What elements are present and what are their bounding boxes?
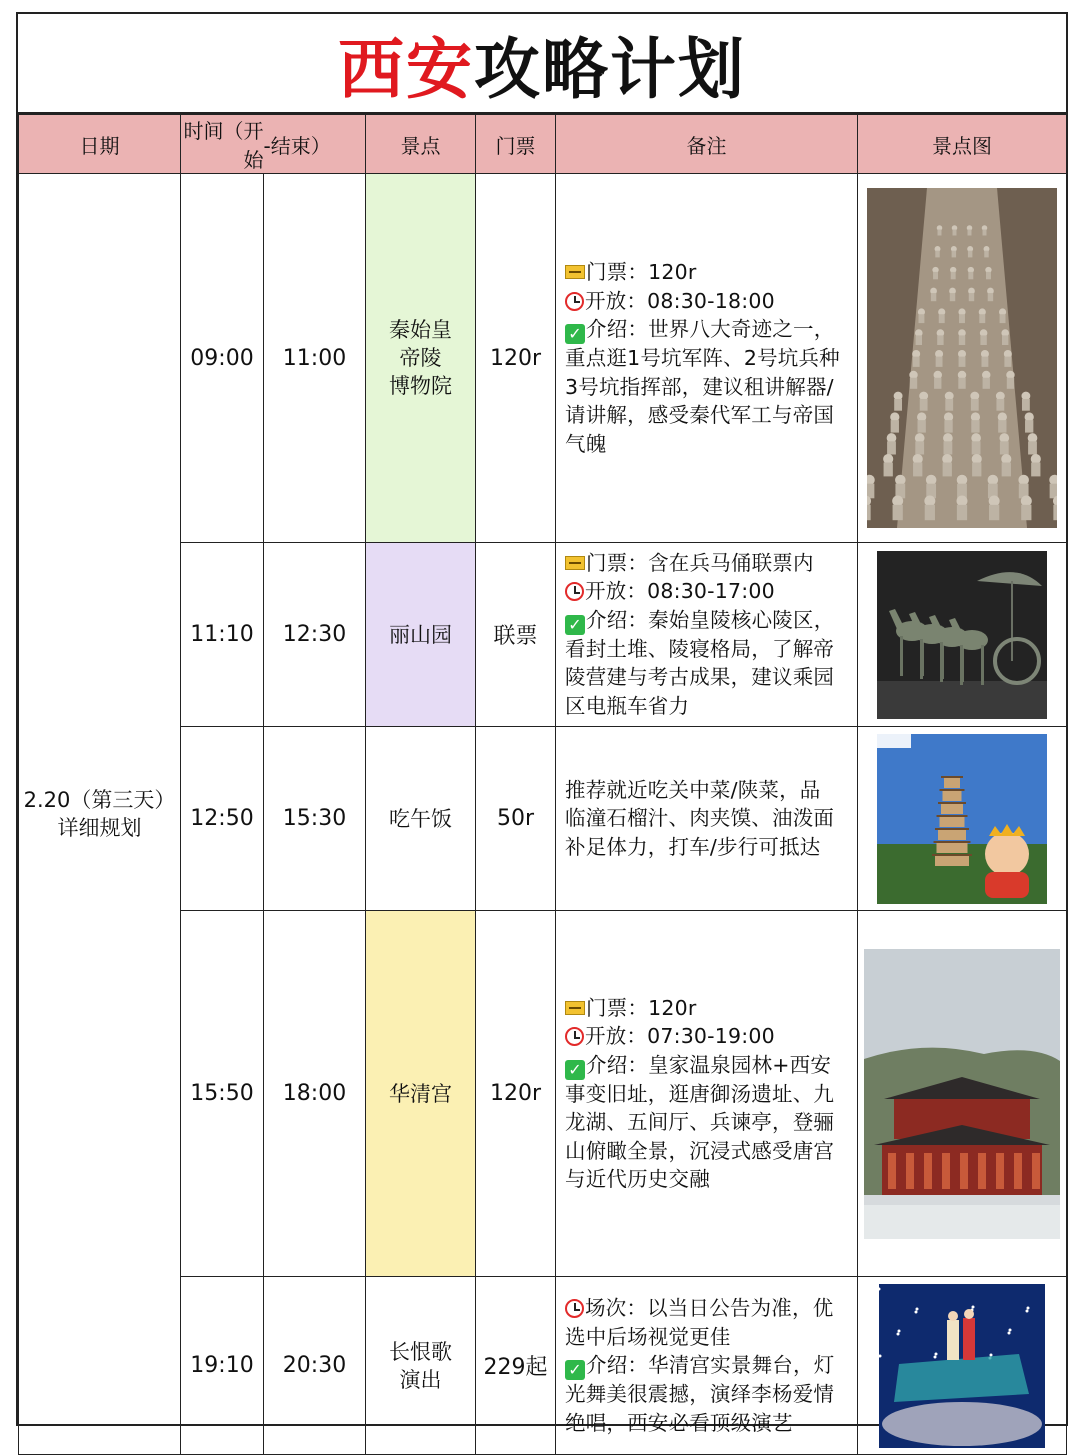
- header-note: 备注: [556, 115, 858, 174]
- note-text: 选中后场视觉更佳: [565, 1324, 731, 1349]
- note-cell: [556, 1277, 858, 1455]
- note-line: [565, 1080, 851, 1109]
- ticket-icon: [565, 1001, 585, 1015]
- note-text: 山俯瞰全景，沉浸式感受唐宫: [565, 1138, 835, 1163]
- end-time: 15:30: [264, 727, 366, 911]
- note-line: [565, 606, 851, 635]
- note-line: [565, 776, 851, 805]
- note-line: [565, 1351, 851, 1380]
- end-time: 12:30: [264, 543, 366, 727]
- note-text: 事变旧址，逛唐御汤遗址、九: [565, 1081, 835, 1106]
- note-text: 介绍：华清宫实景舞台，灯: [586, 1353, 835, 1377]
- alarm-clock-icon: [565, 1299, 584, 1318]
- note-text: 开放：08:30-18:00: [585, 288, 775, 313]
- note-cell: [556, 911, 858, 1277]
- note-text: 介绍：皇家温泉园林+西安: [586, 1052, 832, 1077]
- note-line: [565, 692, 851, 721]
- note-text: 请讲解，感受秦代军工与帝国: [565, 403, 835, 427]
- alarm-clock-icon: [565, 582, 584, 601]
- note-line: [565, 1294, 851, 1323]
- site-image-cell: [858, 727, 1067, 911]
- note-text: 看封土堆、陵寝格局，了解帝: [565, 636, 835, 661]
- site-name-line: 演出: [399, 1367, 442, 1392]
- note-line: [565, 1022, 851, 1051]
- date-label: 2.20（第三天）: [23, 788, 176, 812]
- bronze-chariot-photo: [877, 551, 1047, 719]
- note-line: [565, 287, 851, 316]
- note-line: [565, 1409, 851, 1438]
- date-cell: [19, 174, 181, 1455]
- table-row: [19, 174, 1067, 543]
- note-text: 陵营建与考古成果，建议乘园: [565, 665, 835, 690]
- check-mark-icon: ✓: [565, 1060, 585, 1080]
- site-name-line: 秦始皇: [389, 318, 452, 342]
- end-time: 11:00: [264, 174, 366, 543]
- header-time-end: -结束）: [264, 115, 366, 174]
- note-text: 绝唱，西安必看顶级演艺: [565, 1410, 793, 1435]
- note-line: [565, 804, 851, 833]
- note-line: [565, 344, 851, 373]
- note-text: 门票：120r: [586, 995, 697, 1020]
- note-text: 补足体力，打车/步行可抵达: [565, 834, 821, 859]
- ticket-price: 联票: [476, 543, 556, 727]
- title-city: 西安: [338, 30, 474, 108]
- note-line: [565, 430, 851, 459]
- alarm-clock-icon: [565, 292, 584, 311]
- terracotta-warriors-photo: [867, 188, 1057, 528]
- note-text: 门票：120r: [586, 260, 697, 284]
- note-line: [565, 1165, 851, 1194]
- note-text: 开放：07:30-19:00: [585, 1024, 775, 1048]
- site-name-line: 博物院: [389, 374, 452, 398]
- note-text: 开放：08:30-17:00: [585, 579, 775, 604]
- ticket-price: 50r: [476, 727, 556, 911]
- note-text: 介绍：秦始皇陵核心陵区，: [586, 607, 835, 632]
- note-text: 龙湖、五间厅、兵谏亭，登骊: [565, 1110, 835, 1134]
- site-image-cell: [858, 174, 1067, 543]
- huaqing-palace-photo: [864, 949, 1060, 1239]
- site-name-line: 丽山园: [389, 622, 452, 647]
- note-text: 与近代历史交融: [565, 1167, 710, 1191]
- site-image-cell: [858, 911, 1067, 1277]
- header-image: 景点图: [858, 115, 1067, 174]
- note-text: 3号坑指挥部，建议租讲解器/: [565, 374, 834, 399]
- ticket-icon: [565, 265, 585, 279]
- site-name: [366, 727, 476, 911]
- note-line: [565, 577, 851, 606]
- site-name-line: 帝陵: [399, 346, 442, 370]
- header-date: 日期: [19, 115, 181, 174]
- note-cell: [556, 543, 858, 727]
- ticket-price: 120r: [476, 911, 556, 1277]
- start-time: 12:50: [181, 727, 264, 911]
- note-line: [565, 994, 851, 1023]
- site-name-line: 华清宫: [389, 1081, 452, 1106]
- note-line: [565, 315, 851, 344]
- note-line: [565, 833, 851, 862]
- start-time: 11:10: [181, 543, 264, 727]
- header-site: 景点: [366, 115, 476, 174]
- header-time-start: 时间（开始: [181, 115, 264, 174]
- start-time: 15:50: [181, 911, 264, 1277]
- note-cell: [556, 174, 858, 543]
- note-text: 场次：以当日公告为准，优: [585, 1296, 834, 1320]
- song-of-everlasting-sorrow-show-photo: [879, 1284, 1045, 1448]
- header-row: [19, 115, 1067, 174]
- plan-sheet: [16, 12, 1068, 1435]
- check-mark-icon: ✓: [565, 1360, 585, 1380]
- site-image-cell: [858, 1277, 1067, 1455]
- note-line: [565, 549, 851, 578]
- note-line: [565, 1137, 851, 1166]
- note-line: [565, 258, 851, 287]
- note-line: [565, 373, 851, 402]
- ticket-icon: [565, 556, 585, 570]
- note-text: 门票：含在兵马俑联票内: [586, 550, 814, 575]
- page-title: [18, 14, 1066, 114]
- note-text: 推荐就近吃关中菜/陕菜，品: [565, 777, 821, 802]
- note-text: 光舞美很震撼，演绎李杨爱情: [565, 1382, 835, 1406]
- end-time: 20:30: [264, 1277, 366, 1455]
- site-name-line: 吃午饭: [389, 806, 452, 831]
- note-text: 重点逛1号坑军阵、2号坑兵种: [565, 346, 840, 370]
- note-line: [565, 635, 851, 664]
- note-text: 临潼石榴汁、肉夹馍、油泼面: [565, 806, 835, 831]
- note-cell: [556, 727, 858, 911]
- site-name: [366, 1277, 476, 1455]
- note-text: 气魄: [565, 431, 607, 456]
- note-line: [565, 1108, 851, 1137]
- site-image-cell: [858, 543, 1067, 727]
- alarm-clock-icon: [565, 1027, 584, 1046]
- note-text: 介绍：世界八大奇迹之一，: [586, 317, 835, 341]
- check-mark-icon: ✓: [565, 324, 585, 344]
- note-text: 区电瓶车省力: [565, 693, 690, 718]
- site-name: [366, 543, 476, 727]
- note-line: [565, 1323, 851, 1352]
- header-ticket: 门票: [476, 115, 556, 174]
- title-plan: 攻略计划: [474, 30, 746, 108]
- note-line: [565, 663, 851, 692]
- note-line: [565, 1380, 851, 1409]
- pagoda-mascot-photo: [877, 734, 1047, 904]
- note-line: [565, 1051, 851, 1080]
- end-time: 18:00: [264, 911, 366, 1277]
- ticket-price: 229起: [476, 1277, 556, 1455]
- site-name: [366, 174, 476, 543]
- ticket-price: 120r: [476, 174, 556, 543]
- itinerary-table: [18, 114, 1067, 1455]
- note-line: [565, 401, 851, 430]
- check-mark-icon: ✓: [565, 615, 585, 635]
- site-name: [366, 911, 476, 1277]
- date-subtitle: 详细规划: [57, 816, 142, 840]
- start-time: 19:10: [181, 1277, 264, 1455]
- site-name-line: 长恨歌: [389, 1339, 452, 1364]
- start-time: 09:00: [181, 174, 264, 543]
